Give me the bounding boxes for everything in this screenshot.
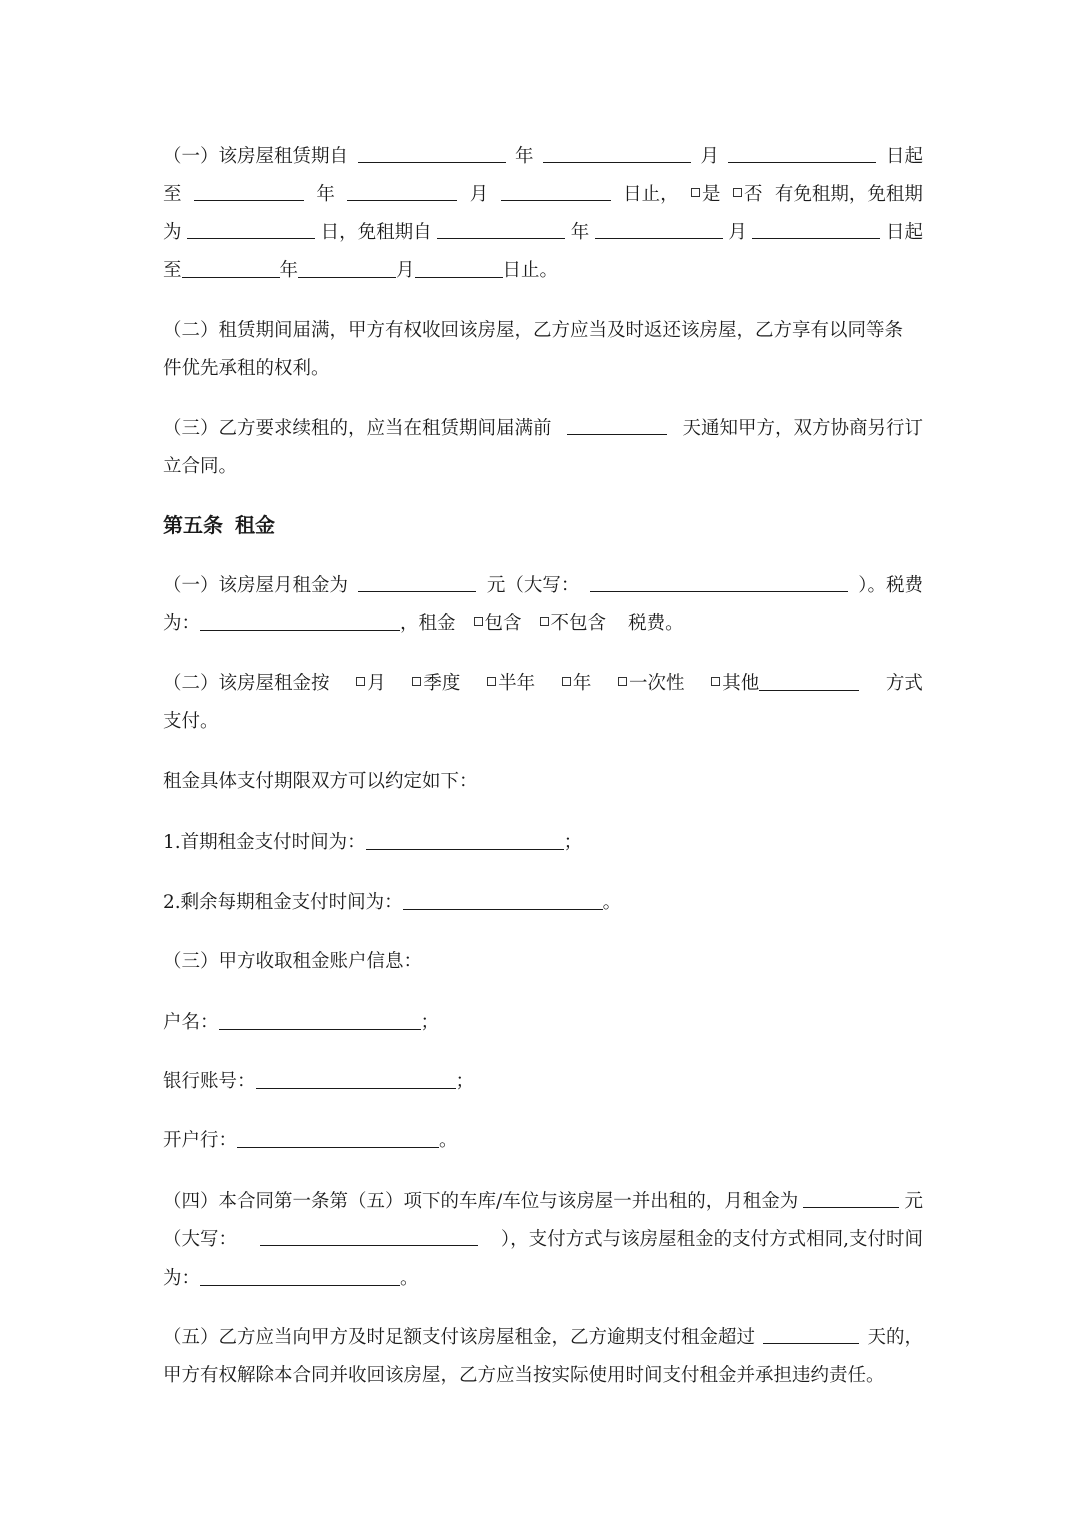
text: ； bbox=[455, 1071, 475, 1092]
start-month-blank[interactable] bbox=[543, 142, 691, 163]
checkbox-icon[interactable] bbox=[691, 188, 700, 197]
text: （五）乙方应当向甲方及时足额支付该房屋租金，乙方逾期支付租金超过 bbox=[163, 1327, 756, 1348]
article-5-heading bbox=[163, 508, 275, 542]
option-half-year[interactable] bbox=[487, 669, 535, 699]
text: 方式 bbox=[885, 673, 923, 694]
first-payment-blank[interactable] bbox=[366, 829, 564, 850]
renewal-notice-line-2: 立合同。 bbox=[163, 456, 238, 477]
text: 日起 bbox=[885, 146, 923, 167]
text: 至 bbox=[163, 184, 182, 205]
notice-days-blank[interactable] bbox=[567, 414, 667, 435]
account-info-title: （三）甲方收取租金账户信息： bbox=[163, 951, 423, 972]
account-name-line bbox=[163, 1008, 923, 1038]
rent-line-1 bbox=[163, 571, 923, 601]
checkbox-icon[interactable] bbox=[618, 677, 627, 686]
rest-payment-blank[interactable] bbox=[403, 889, 603, 910]
renewal-priority-line-1: （二）租赁期间届满，甲方有权收回该房屋，乙方应当及时返还该房屋，乙方享有以同等条 bbox=[163, 320, 904, 341]
text: 元 bbox=[904, 1191, 923, 1212]
option-other[interactable] bbox=[711, 669, 859, 699]
text: 1.首期租金支付时间为： bbox=[163, 832, 366, 853]
option-one-time[interactable] bbox=[618, 669, 685, 699]
text: ； bbox=[420, 1012, 440, 1033]
text: （一）该房屋租赁期自 bbox=[163, 146, 349, 167]
text: （三）乙方要求续租的，应当在租赁期间届满前 bbox=[163, 418, 552, 439]
free-start-day-blank[interactable] bbox=[752, 218, 880, 239]
text: 月 bbox=[728, 222, 747, 243]
text: 元（大写： bbox=[486, 575, 580, 596]
start-year-blank[interactable] bbox=[358, 142, 506, 163]
free-start-year-blank[interactable] bbox=[437, 218, 565, 239]
overdue-days-blank[interactable] bbox=[763, 1323, 859, 1344]
option-label: 一次性 bbox=[629, 673, 685, 694]
term-line-1 bbox=[163, 142, 923, 172]
text: 为： bbox=[163, 613, 201, 634]
option-yearly[interactable] bbox=[562, 669, 592, 699]
option-label: 月 bbox=[367, 673, 386, 694]
payment-mode-line-2: 支付。 bbox=[163, 711, 219, 732]
free-start-month-blank[interactable] bbox=[595, 218, 723, 239]
free-end-year-blank[interactable] bbox=[182, 257, 280, 278]
payment-mode-line bbox=[163, 669, 923, 699]
term-line-2 bbox=[163, 180, 923, 210]
text: 日止， bbox=[623, 184, 679, 205]
monthly-rent-blank[interactable] bbox=[358, 571, 476, 592]
first-payment-line bbox=[163, 828, 923, 858]
checkbox-icon[interactable] bbox=[711, 677, 720, 686]
option-label: 季度 bbox=[423, 673, 461, 694]
free-period-yes-option[interactable] bbox=[691, 180, 721, 210]
checkbox-icon[interactable] bbox=[540, 617, 549, 626]
text: 天通知甲方，双方协商另行订 bbox=[682, 418, 923, 439]
text: 开户行： bbox=[163, 1130, 238, 1151]
text: 月 bbox=[469, 184, 489, 205]
term-line-3 bbox=[163, 218, 923, 248]
other-mode-blank[interactable] bbox=[759, 670, 859, 691]
option-label: 其他 bbox=[722, 673, 760, 694]
end-year-blank[interactable] bbox=[194, 180, 304, 201]
tax-excluded-option[interactable] bbox=[540, 613, 607, 634]
text: 月 bbox=[396, 260, 415, 281]
free-period-no-option[interactable] bbox=[733, 180, 763, 210]
rent-line-2 bbox=[163, 609, 923, 639]
text: ）。税费 bbox=[858, 575, 923, 596]
text: 日起 bbox=[885, 222, 923, 243]
text: （二）该房屋租金按 bbox=[163, 673, 330, 694]
bank-line bbox=[163, 1126, 923, 1156]
text: 银行账号： bbox=[163, 1071, 256, 1092]
free-days-blank[interactable] bbox=[187, 218, 315, 239]
account-number-blank[interactable] bbox=[256, 1068, 456, 1089]
text: 。 bbox=[602, 892, 622, 913]
garage-pay-time-blank[interactable] bbox=[200, 1265, 400, 1286]
checkbox-icon[interactable] bbox=[562, 677, 571, 686]
option-label: 不包含 bbox=[550, 613, 607, 634]
garage-rent-line-2 bbox=[163, 1225, 923, 1255]
checkbox-icon[interactable] bbox=[356, 677, 365, 686]
text: 2.剩余每期租金支付时间为： bbox=[163, 892, 403, 913]
text: （四）本合同第一条第（五）项下的车库/车位与该房屋一并出租的，月租金为 bbox=[163, 1191, 799, 1212]
tax-included-option[interactable] bbox=[474, 613, 522, 634]
option-label: 是 bbox=[702, 184, 721, 205]
text: 至 bbox=[163, 260, 182, 281]
text: 。 bbox=[400, 1268, 419, 1289]
text: 日止。 bbox=[502, 260, 559, 281]
garage-rent-blank[interactable] bbox=[803, 1187, 899, 1208]
renewal-priority-line-2: 件优先承租的权利。 bbox=[163, 358, 330, 379]
text: 税费。 bbox=[628, 613, 684, 634]
text: 天的， bbox=[867, 1327, 923, 1348]
option-label: 年 bbox=[572, 673, 592, 694]
start-day-blank[interactable] bbox=[728, 142, 876, 163]
account-number-line bbox=[163, 1067, 923, 1097]
rest-payment-line bbox=[163, 888, 923, 918]
checkbox-icon[interactable] bbox=[412, 677, 421, 686]
text: 年 bbox=[279, 260, 299, 281]
checkbox-icon[interactable] bbox=[733, 188, 742, 197]
text: （大写： bbox=[163, 1229, 238, 1250]
option-monthly[interactable] bbox=[356, 669, 386, 699]
rent-uppercase-blank[interactable] bbox=[590, 571, 848, 592]
checkbox-icon[interactable] bbox=[487, 677, 496, 686]
option-quarterly[interactable] bbox=[412, 669, 460, 699]
free-end-day-blank[interactable] bbox=[415, 257, 503, 278]
text: 年 bbox=[514, 146, 534, 167]
account-name-blank[interactable] bbox=[219, 1009, 421, 1030]
option-label: 半年 bbox=[498, 673, 536, 694]
text: （一）该房屋月租金为 bbox=[163, 575, 349, 596]
text: 户名： bbox=[163, 1012, 219, 1033]
late-payment-line-2: 甲方有权解除本合同并收回该房屋，乙方应当按实际使用时间支付租金并承担违约责任。 bbox=[163, 1365, 885, 1386]
end-month-blank[interactable] bbox=[347, 180, 457, 201]
option-label: 否 bbox=[743, 184, 763, 205]
payment-terms-intro: 租金具体支付期限双方可以约定如下： bbox=[163, 771, 478, 792]
text: 日，免租期自 bbox=[320, 222, 432, 243]
checkbox-icon[interactable] bbox=[474, 617, 483, 626]
bank-blank[interactable] bbox=[237, 1127, 439, 1148]
text: 为： bbox=[163, 1268, 201, 1289]
article-title: 租金 bbox=[235, 513, 275, 537]
text: 。 bbox=[439, 1130, 458, 1151]
renewal-notice-line-1 bbox=[163, 414, 923, 444]
text: 为 bbox=[163, 222, 182, 243]
tax-blank[interactable] bbox=[200, 610, 400, 631]
text: 有免租期，免租期 bbox=[774, 184, 923, 205]
text: ； bbox=[563, 832, 583, 853]
garage-rent-uppercase-blank[interactable] bbox=[260, 1225, 478, 1246]
option-label: 包含 bbox=[484, 613, 522, 634]
text: ），支付方式与该房屋租金的支付方式相同,支付时间 bbox=[500, 1229, 923, 1250]
text: ，租金 bbox=[400, 613, 456, 634]
end-day-blank[interactable] bbox=[501, 180, 611, 201]
text: 月 bbox=[700, 146, 719, 167]
text: 年 bbox=[316, 184, 335, 205]
text: 年 bbox=[570, 222, 590, 243]
term-line-4 bbox=[163, 256, 923, 286]
late-payment-line-1 bbox=[163, 1323, 923, 1353]
free-end-month-blank[interactable] bbox=[298, 257, 396, 278]
article-number: 第五条 bbox=[163, 513, 223, 537]
garage-rent-line-1 bbox=[163, 1187, 923, 1217]
garage-rent-line-3 bbox=[163, 1264, 923, 1294]
